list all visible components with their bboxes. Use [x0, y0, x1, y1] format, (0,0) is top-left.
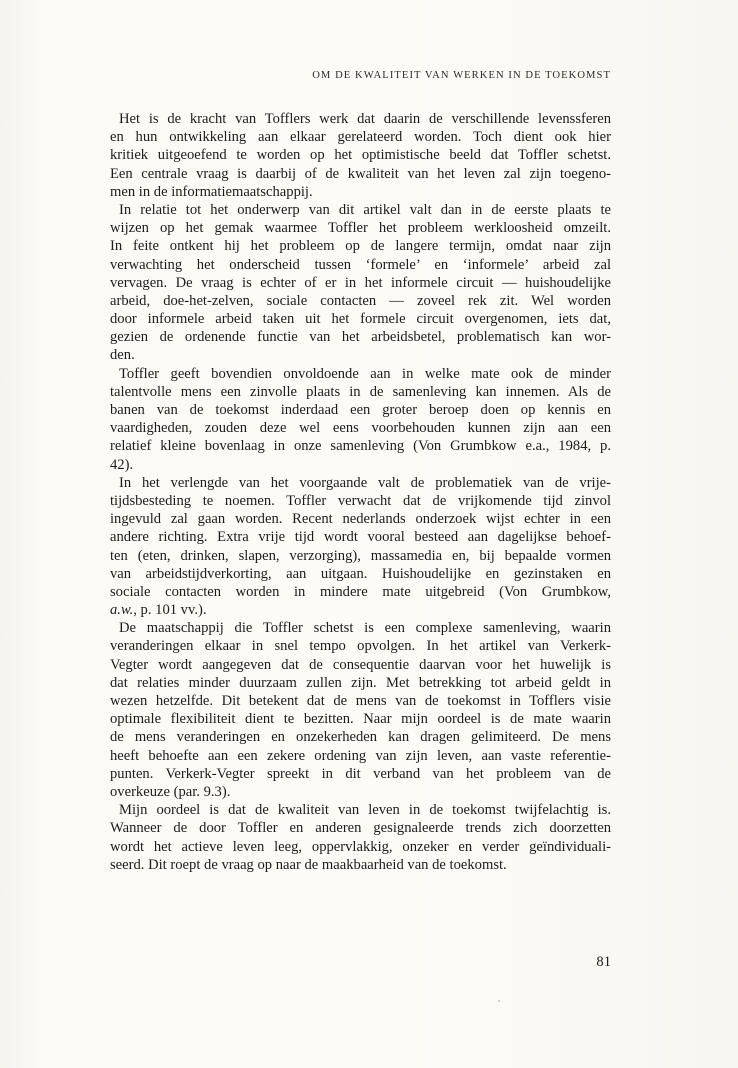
paragraph-6	[110, 801, 611, 874]
text-line: In het verlengde van het voorgaande valt de problematiek van de vrije-	[119, 474, 611, 491]
page-number: 81	[596, 954, 611, 970]
text-line: andere richting. Extra vrije tijd wordt vooral besteed aan dagelijkse behoef-	[110, 529, 611, 546]
text-line: en hun ontwikkeling aan elkaar gerelateerd worden. Toch dient ook hier	[110, 129, 611, 146]
text-line: In relatie tot het onderwerp van dit artikel valt dan in de eerste plaats te	[119, 201, 611, 218]
text-line: relatief kleine bovenlaag in onze samenleving (Von Grumbkow e.a., 1984, p.	[110, 438, 611, 455]
text-line: seerd. Dit roept de vraag op naar de maakbaarheid van de toekomst.	[110, 856, 507, 873]
text-line: door informele arbeid taken uit het formele circuit overgenomen, iets dat,	[110, 311, 611, 328]
text-line: sociale contacten worden in mindere mate uitgebreid (Von Grumbkow,	[110, 583, 611, 600]
text-line: veranderingen elkaar in snel tempo opvolgen. In het artikel van Verkerk-	[110, 638, 611, 655]
text-line: vervagen. De vraag is echter of er in het informele circuit — huishoudelijke	[110, 274, 611, 291]
body-text	[110, 110, 611, 874]
text-line: gezien de ordenende functie van het arbeidsbetel, problematisch kan wor-	[110, 329, 611, 346]
text-line: arbeid, doe-het-zelven, sociale contacten — zoveel rek zit. Wel worden	[110, 292, 611, 309]
text-line: tijdsbesteding te noemen. Toffler verwacht dat de vrijkomende tijd zinvol	[110, 492, 611, 509]
text-line: a.w., p. 101 vv.).	[110, 602, 207, 619]
text-line: ten (eten, drinken, slapen, verzorging), massamedia en, bij bepaalde vormen	[110, 547, 611, 564]
text-line: De maatschappij die Toffler schetst is een complexe samenleving, waarin	[119, 620, 611, 637]
text-line: van arbeidstijdverkorting, aan uitgaan. Huishoudelijke en gezinstaken en	[110, 565, 611, 582]
paragraph-3	[110, 365, 611, 474]
text-line: Mijn oordeel is dat de kwaliteit van leven in de toekomst twijfelachtig is.	[119, 802, 611, 819]
text-line: In feite ontkent hij het probleem op de langere termijn, omdat naar zijn	[110, 238, 611, 255]
italic-abbreviation: a.w.	[110, 602, 134, 619]
text-line: wordt het actieve leven leeg, oppervlakkig, onzeker en verder geïndividuali-	[110, 838, 611, 855]
text-line: vaardigheden, zouden deze wel eens voorbehouden kunnen zijn aan een	[110, 420, 611, 437]
text-line: talentvolle mens een zinvolle plaats in de samenleving kan innemen. Als de	[110, 383, 611, 400]
text-line: dat relaties minder duurzaam zullen zijn. Met betrekking tot arbeid geldt in	[110, 674, 611, 691]
text-line: kritiek uitgeoefend te worden op het optimistische beeld dat Toffler schetst.	[110, 147, 611, 164]
text-line: wezen hetzelfde. Dit betekent dat de mens van de toekomst in Tofflers visie	[110, 693, 611, 709]
text-line: men in de informatiemaatschappij.	[110, 183, 313, 200]
text-line: overkeuze (par. 9.3).	[110, 783, 231, 800]
text-line: optimale flexibiliteit dient te bezitten. Naar mijn oordeel is de mate waarin	[110, 711, 611, 728]
paragraph-2	[110, 201, 611, 365]
running-header: OM DE KWALITEIT VAN WERKEN IN DE TOEKOMST	[312, 70, 611, 81]
text-line: den.	[110, 347, 135, 364]
text-line: Wanneer de door Toffler en anderen gesignaleerde trends zich doorzetten	[110, 820, 611, 837]
paper-speck	[498, 1000, 500, 1002]
text-line: wijzen op het gemak waarmee Toffler het probleem werkloosheid omzeilt.	[110, 220, 611, 237]
text-line: Het is de kracht van Tofflers werk dat daarin de verschillende levenssferen	[119, 111, 611, 127]
text-line: heeft behoefte aan een zekere ordening van zijn leven, aan vaste referentie-	[110, 747, 611, 764]
text-line: punten. Verkerk-Vegter spreekt in dit verband van het probleem van de	[110, 765, 611, 782]
text-line: verwachting het onderscheid tussen ‘formele’ en ‘informele’ arbeid zal	[110, 256, 611, 273]
text-line: banen van de toekomst inderdaad een groter beroep doen op kennis en	[110, 402, 611, 418]
text-line: Vegter wordt aangegeven dat de consequentie daarvan voor het huwelijk is	[110, 656, 611, 673]
paragraph-1	[110, 110, 611, 201]
text-line: Toffler geeft bovendien onvoldoende aan in welke mate ook de minder	[119, 365, 611, 382]
text-line: de mens veranderingen en onzekerheden kan dragen gelimiteerd. De mens	[110, 729, 611, 746]
text-line: Een centrale vraag is daarbij of de kwaliteit van het leven zal zijn toegeno-	[110, 165, 611, 182]
paragraph-5	[110, 619, 611, 801]
text-line: ingevuld zal gaan worden. Recent nederlands onderzoek wijst echter in een	[110, 511, 611, 528]
paragraph-4	[110, 474, 611, 620]
text-line: 42).	[110, 456, 134, 473]
